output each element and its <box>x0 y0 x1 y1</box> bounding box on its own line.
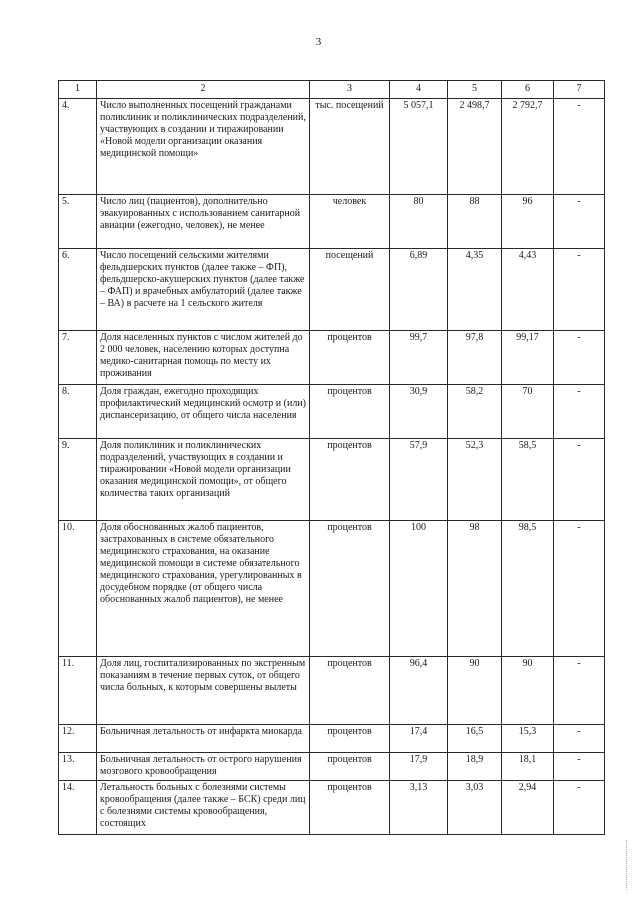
column-header: 1 <box>59 81 97 99</box>
column-header: 7 <box>554 81 605 99</box>
value-col6: 98,5 <box>502 521 554 657</box>
unit-cell: процентов <box>310 725 390 753</box>
value-col4: 100 <box>390 521 448 657</box>
value-col4: 99,7 <box>390 331 448 385</box>
value-col7: - <box>554 725 605 753</box>
value-col5: 2 498,7 <box>448 99 502 195</box>
indicator-description: Число лиц (пациентов), дополнительно эвакуированных с использованием санитарной авиации (ежегодно, человек), не менее <box>97 195 310 249</box>
indicators-table <box>58 80 605 835</box>
value-col6: 70 <box>502 385 554 439</box>
column-header: 4 <box>390 81 448 99</box>
unit-cell: процентов <box>310 657 390 725</box>
value-col4: 30,9 <box>390 385 448 439</box>
table-header-row <box>59 81 605 99</box>
value-col6: 15,3 <box>502 725 554 753</box>
indicator-description: Доля поликлиник и поликлинических подразделений, участвующих в создании и тиражировании «Новой модели организации оказания медицинской помощи», от общего количества таких организаций <box>97 439 310 521</box>
value-col5: 98 <box>448 521 502 657</box>
value-col7: - <box>554 99 605 195</box>
indicator-description: Доля населенных пунктов с числом жителей до 2 000 человек, населению которых доступна медико-санитарная помощь по месту их проживания <box>97 331 310 385</box>
row-number: 10. <box>59 521 97 657</box>
value-col4: 96,4 <box>390 657 448 725</box>
row-number: 5. <box>59 195 97 249</box>
indicator-description: Число посещений сельскими жителями фельдшерских пунктов (далее также – ФП), фельдшерско-акушерских пунктов (далее также – ФАП) и врачебных амбулаторий (далее также – ВА) в расчете на 1 сельского жителя <box>97 249 310 331</box>
value-col6: 96 <box>502 195 554 249</box>
unit-cell: процентов <box>310 331 390 385</box>
value-col5: 90 <box>448 657 502 725</box>
value-col4: 3,13 <box>390 781 448 835</box>
value-col4: 57,9 <box>390 439 448 521</box>
value-col7: - <box>554 753 605 781</box>
indicator-description: Доля лиц, госпитализированных по экстренным показаниям в течение первых суток, от общего числа больных, к которым совершены вылеты <box>97 657 310 725</box>
value-col7: - <box>554 249 605 331</box>
table-row <box>59 753 605 781</box>
indicator-description: Число выполненных посещений гражданами поликлиник и поликлинических подразделений, участвующих в создании и тиражировании «Новой модели организации оказания медицинской помощи» <box>97 99 310 195</box>
column-header: 6 <box>502 81 554 99</box>
value-col5: 16,5 <box>448 725 502 753</box>
table-row <box>59 99 605 195</box>
row-number: 11. <box>59 657 97 725</box>
value-col7: - <box>554 331 605 385</box>
value-col7: - <box>554 439 605 521</box>
unit-cell: процентов <box>310 753 390 781</box>
value-col5: 52,3 <box>448 439 502 521</box>
indicator-description: Летальность больных с болезнями системы кровообращения (далее также – БСК) среди лиц с болезнями системы кровообращения, состоящих <box>97 781 310 835</box>
table-row <box>59 385 605 439</box>
value-col7: - <box>554 781 605 835</box>
row-number: 6. <box>59 249 97 331</box>
value-col6: 4,43 <box>502 249 554 331</box>
row-number: 4. <box>59 99 97 195</box>
table-row <box>59 331 605 385</box>
table-row <box>59 725 605 753</box>
column-header: 3 <box>310 81 390 99</box>
value-col5: 88 <box>448 195 502 249</box>
unit-cell: процентов <box>310 781 390 835</box>
row-number: 9. <box>59 439 97 521</box>
indicator-description: Больничная летальность от инфаркта миокарда <box>97 725 310 753</box>
column-header: 5 <box>448 81 502 99</box>
row-number: 12. <box>59 725 97 753</box>
value-col7: - <box>554 521 605 657</box>
unit-cell: процентов <box>310 385 390 439</box>
value-col6: 99,17 <box>502 331 554 385</box>
value-col4: 80 <box>390 195 448 249</box>
row-number: 14. <box>59 781 97 835</box>
row-number: 13. <box>59 753 97 781</box>
value-col6: 90 <box>502 657 554 725</box>
indicator-description: Доля граждан, ежегодно проходящих профилактический медицинский осмотр и (или) диспансеризацию, от общего числа населения <box>97 385 310 439</box>
value-col6: 18,1 <box>502 753 554 781</box>
value-col5: 58,2 <box>448 385 502 439</box>
indicator-description: Больничная летальность от острого нарушения мозгового кровообращения <box>97 753 310 781</box>
unit-cell: процентов <box>310 521 390 657</box>
value-col5: 18,9 <box>448 753 502 781</box>
unit-cell: процентов <box>310 439 390 521</box>
table-row <box>59 781 605 835</box>
value-col7: - <box>554 385 605 439</box>
scan-margin-mark <box>626 840 629 890</box>
value-col6: 2 792,7 <box>502 99 554 195</box>
value-col6: 58,5 <box>502 439 554 521</box>
unit-cell: тыс. посещений <box>310 99 390 195</box>
table-row <box>59 521 605 657</box>
page-number: 3 <box>315 36 322 48</box>
value-col4: 17,9 <box>390 753 448 781</box>
value-col4: 5 057,1 <box>390 99 448 195</box>
indicator-description: Доля обоснованных жалоб пациентов, застрахованных в системе обязательного медицинского страхования, на оказание медицинской помощи в системе обязательного медицинского страхования, урегулированных в досудебном порядке (от общего числа обоснованных жалоб пациентов), не менее <box>97 521 310 657</box>
column-header: 2 <box>97 81 310 99</box>
unit-cell: посещений <box>310 249 390 331</box>
table-row <box>59 439 605 521</box>
value-col6: 2,94 <box>502 781 554 835</box>
unit-cell: человек <box>310 195 390 249</box>
value-col4: 6,89 <box>390 249 448 331</box>
row-number: 7. <box>59 331 97 385</box>
row-number: 8. <box>59 385 97 439</box>
table-row <box>59 657 605 725</box>
value-col7: - <box>554 657 605 725</box>
table-row <box>59 195 605 249</box>
table-row <box>59 249 605 331</box>
value-col7: - <box>554 195 605 249</box>
value-col5: 4,35 <box>448 249 502 331</box>
value-col5: 97,8 <box>448 331 502 385</box>
value-col5: 3,03 <box>448 781 502 835</box>
value-col4: 17,4 <box>390 725 448 753</box>
